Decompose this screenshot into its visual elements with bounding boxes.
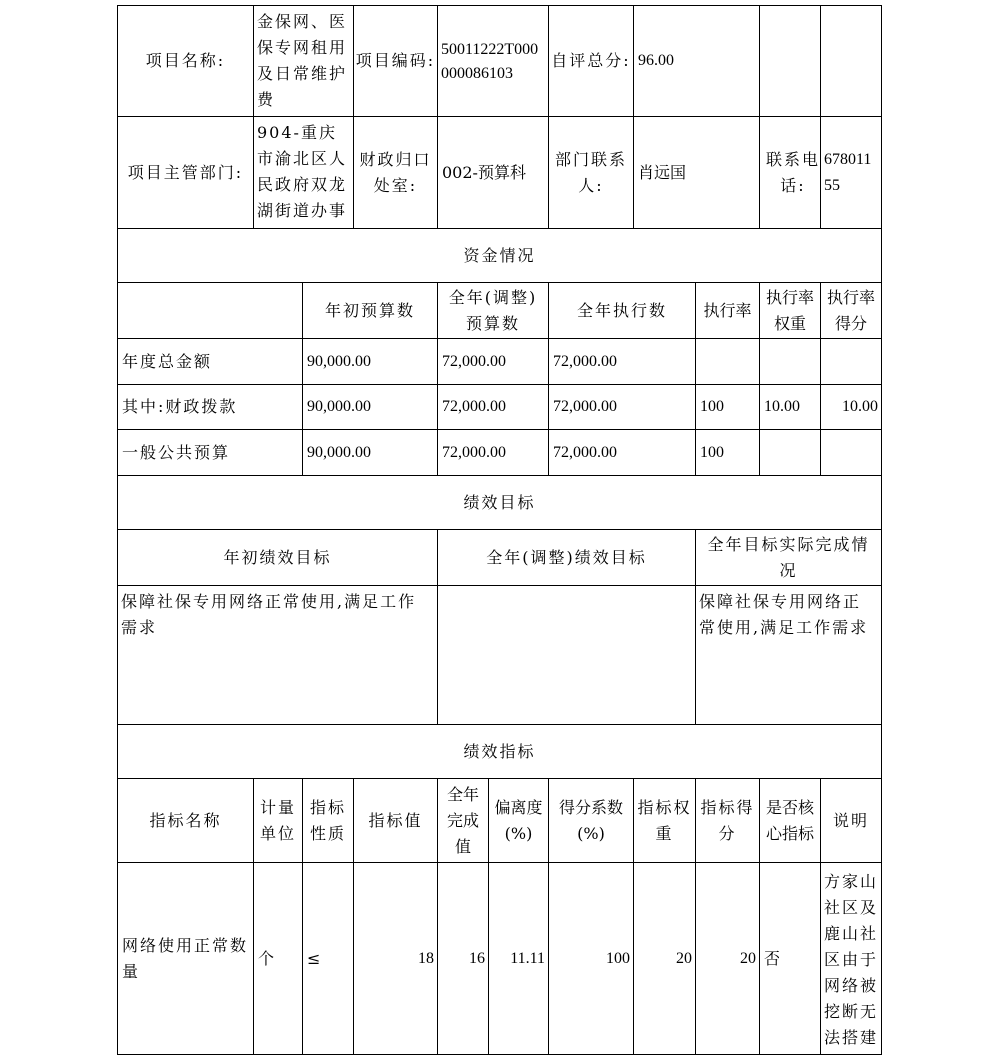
- project-code-label: 项目编码:: [353, 5, 438, 117]
- ind-weight: 20: [633, 862, 696, 1055]
- project-name-value: 金保网、医保专网租用及日常维护费: [253, 5, 354, 117]
- ind-header-note: 说明: [820, 778, 882, 863]
- funds-executed: 72,000.00: [548, 384, 696, 430]
- project-name-label: 项目名称:: [117, 5, 254, 117]
- ind-header-name: 指标名称: [117, 778, 254, 863]
- funds-score: [820, 429, 882, 476]
- contact-value: 肖远国: [633, 116, 760, 229]
- funds-row-label: 其中:财政拨款: [117, 384, 303, 430]
- funds-row-label: 年度总金额: [117, 338, 303, 385]
- ind-name: 网络使用正常数量: [117, 862, 254, 1055]
- funds-header-weight: 执行率权重: [759, 282, 821, 339]
- funds-adjusted: 72,000.00: [437, 384, 549, 430]
- funds-executed: 72,000.00: [548, 338, 696, 385]
- funds-header-initial: 年初预算数: [302, 282, 438, 339]
- ind-header-deviation: 偏离度(%): [488, 778, 549, 863]
- ind-header-coef: 得分系数(%): [548, 778, 634, 863]
- funds-rate: 100: [695, 384, 760, 430]
- ind-target: 18: [353, 862, 438, 1055]
- funds-header-executed: 全年执行数: [548, 282, 696, 339]
- contact-label: 部门联系人:: [548, 116, 634, 229]
- goals-initial: 保障社保专用网络正常使用,满足工作需求: [117, 585, 438, 725]
- finance-value: 002-预算科: [437, 116, 549, 229]
- ind-header-target: 指标值: [353, 778, 438, 863]
- ind-actual: 16: [437, 862, 489, 1055]
- funds-adjusted: 72,000.00: [437, 429, 549, 476]
- dept-label: 项目主管部门:: [117, 116, 254, 229]
- project-code-value: 50011222T000000086103: [437, 5, 549, 117]
- ind-deviation: 11.11: [488, 862, 549, 1055]
- funds-initial: 90,000.00: [302, 429, 438, 476]
- goals-header-adjusted: 全年(调整)绩效目标: [437, 529, 696, 586]
- indicators-section-title: 绩效指标: [117, 724, 882, 779]
- ind-score: 20: [695, 862, 760, 1055]
- evaluation-table: [117, 5, 882, 1055]
- funds-initial: 90,000.00: [302, 384, 438, 430]
- funds-rate: [695, 338, 760, 385]
- goals-adjusted: [437, 585, 696, 725]
- goals-header-actual: 全年目标实际完成情况: [695, 529, 882, 586]
- ind-header-score: 指标得分: [695, 778, 760, 863]
- empty-cell: [759, 5, 821, 117]
- self-score-label: 自评总分:: [548, 5, 634, 117]
- funds-score: 10.00: [820, 384, 882, 430]
- ind-header-nature: 指标性质: [302, 778, 354, 863]
- ind-header-core: 是否核心指标: [759, 778, 821, 863]
- funds-score: [820, 338, 882, 385]
- self-score-value: 96.00: [633, 5, 760, 117]
- funds-header-score: 执行率得分: [820, 282, 882, 339]
- funds-weight: [759, 429, 821, 476]
- goals-section-title: 绩效目标: [117, 475, 882, 530]
- funds-header-rate: 执行率: [695, 282, 760, 339]
- phone-label: 联系电话:: [759, 116, 821, 229]
- ind-unit: 个: [253, 862, 303, 1055]
- phone-value: 67801155: [820, 116, 882, 229]
- dept-value: 904-重庆市渝北区人民政府双龙湖街道办事: [253, 116, 354, 229]
- ind-nature: ≤: [302, 862, 354, 1055]
- funds-executed: 72,000.00: [548, 429, 696, 476]
- funds-section-title: 资金情况: [117, 228, 882, 283]
- funds-weight: [759, 338, 821, 385]
- goals-header-initial: 年初绩效目标: [117, 529, 438, 586]
- funds-header-blank: [117, 282, 303, 339]
- funds-initial: 90,000.00: [302, 338, 438, 385]
- funds-rate: 100: [695, 429, 760, 476]
- funds-adjusted: 72,000.00: [437, 338, 549, 385]
- empty-cell: [820, 5, 882, 117]
- goals-actual: 保障社保专用网络正常使用,满足工作需求: [695, 585, 882, 725]
- ind-coef: 100: [548, 862, 634, 1055]
- ind-header-actual: 全年完成值: [437, 778, 489, 863]
- ind-header-unit: 计量单位: [253, 778, 303, 863]
- funds-weight: 10.00: [759, 384, 821, 430]
- ind-header-weight: 指标权重: [633, 778, 696, 863]
- funds-row-label: 一般公共预算: [117, 429, 303, 476]
- ind-core: 否: [759, 862, 821, 1055]
- finance-label: 财政归口处室:: [353, 116, 438, 229]
- funds-header-adjusted: 全年(调整)预算数: [437, 282, 549, 339]
- ind-note: 方家山社区及鹿山社区由于网络被挖断无法搭建: [820, 862, 882, 1055]
